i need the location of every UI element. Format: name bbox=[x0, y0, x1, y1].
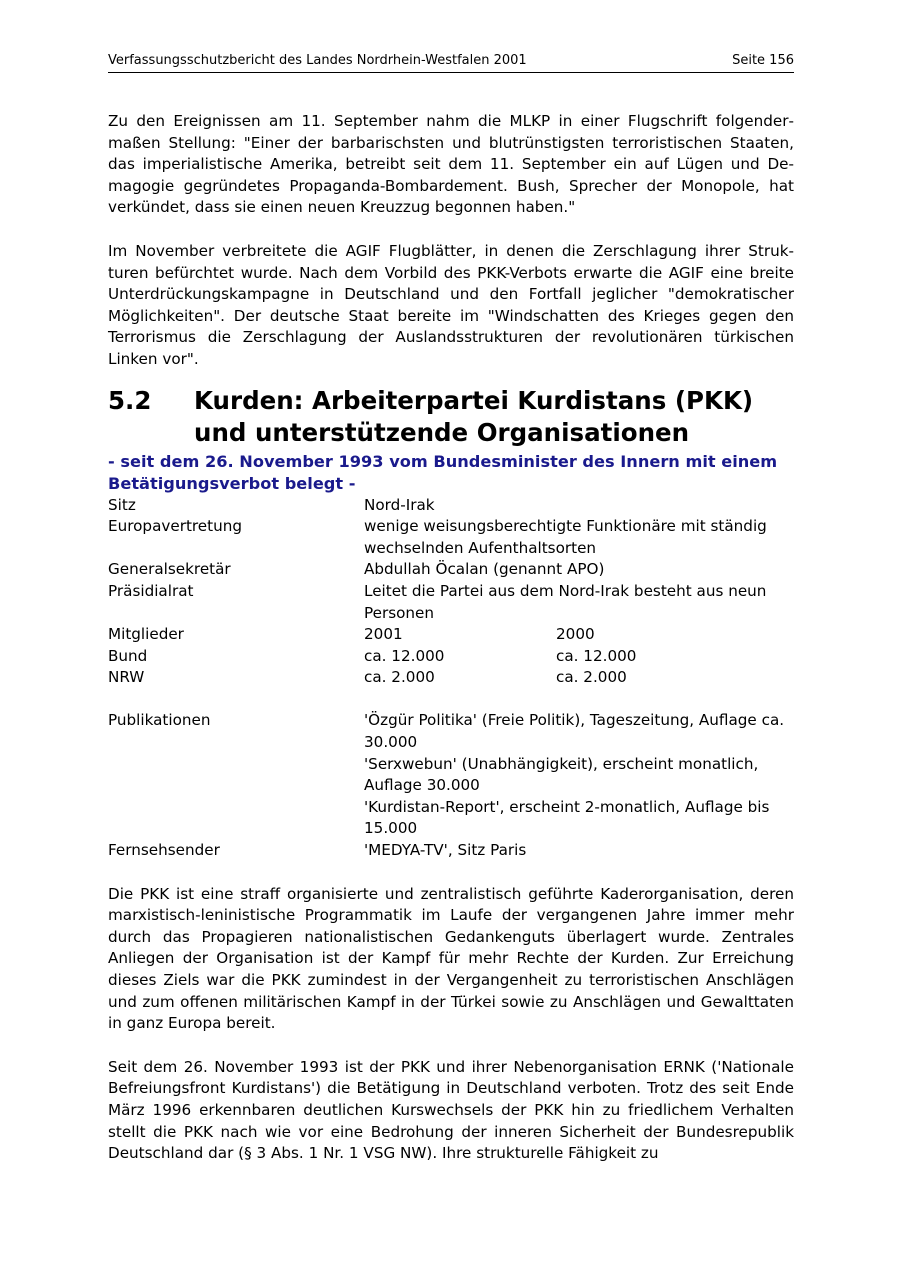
facts-label: Mitglieder bbox=[108, 625, 184, 644]
publication-item: 'Kurdistan-Report', erscheint 2-monatlich, Auflage bis 15.000 bbox=[364, 797, 770, 838]
facts-row-praesidialrat bbox=[108, 581, 794, 624]
facts-spacer bbox=[108, 689, 794, 711]
facts-row-publikationen bbox=[108, 710, 794, 840]
facts-label: Generalsekretär bbox=[108, 560, 231, 579]
section-number: 5.2 bbox=[108, 385, 152, 415]
facts-label: Europavertretung bbox=[108, 517, 243, 536]
facts-value: Abdullah Öcalan (genannt APO) bbox=[364, 560, 605, 579]
facts-row-sitz bbox=[108, 495, 794, 517]
section-title: Kurden: Arbeiterpartei Kurdistans (PKK) und unterstützende Organisationen bbox=[194, 385, 754, 447]
header-title: Verfassungsschutzbericht des Landes Nordrhein-Westfalen 2001 bbox=[108, 53, 527, 68]
bund-2001: ca. 12.000 bbox=[364, 646, 445, 665]
facts-label: Präsidialrat bbox=[108, 581, 194, 600]
facts-value: wenige weisungsberechtigte Funktionäre mit ständig wechselnden Aufenthaltsorten bbox=[364, 517, 767, 557]
facts-label: Bund bbox=[108, 646, 148, 665]
facts-label: Sitz bbox=[108, 495, 136, 514]
paragraph-pkk-organisation: Die PKK ist eine straff organisierte und zentralistisch geführte Kaderorganisation, deren marxistisch-leninistische Programmatik im Laufe der vergangenen Jahre immer mehr durch das Propagieren nationalistischen Gedankenguts überlagert wurde. Zentrales Anliegen der Organisation ist der Kampf für mehr Rechte der Kurden. Zur Erreichung dieses Ziels war die PKK zumindest in der Vergangenheit zu terroristischen Anschlägen und zum offenen militärischen Kampf in der Türkei sowie zu Anschlägen und Gewalttaten in ganz Europa bereit. bbox=[108, 884, 794, 1033]
facts-row-fernsehsender bbox=[108, 840, 794, 862]
nrw-2001: ca. 2.000 bbox=[364, 668, 435, 687]
document-page bbox=[108, 52, 794, 1165]
bund-2000: ca. 12.000 bbox=[556, 646, 637, 665]
facts-value: Leitet die Partei aus dem Nord-Irak besteht aus neun Personen bbox=[364, 581, 767, 622]
facts-row-europavertretung bbox=[108, 516, 794, 559]
nrw-2000: ca. 2.000 bbox=[556, 668, 627, 687]
publication-list bbox=[364, 710, 794, 840]
facts-table bbox=[108, 495, 794, 862]
facts-row-mitglieder bbox=[108, 624, 794, 646]
page-number: Seite 156 bbox=[732, 53, 794, 68]
section-subtitle: - seit dem 26. November 1993 vom Bundesminister des Innern mit einem Betätigungsverbot belegt - bbox=[108, 451, 778, 493]
facts-row-nrw bbox=[108, 667, 794, 689]
publication-item: 'Özgür Politika' (Freie Politik), Tageszeitung, Auflage ca. 30.000 bbox=[364, 711, 785, 752]
facts-row-generalsekretaer bbox=[108, 559, 794, 581]
section-heading bbox=[108, 385, 794, 449]
facts-label: Fernsehsender bbox=[108, 841, 220, 860]
facts-value: 'MEDYA-TV', Sitz Paris bbox=[364, 841, 527, 860]
facts-value: Nord-Irak bbox=[364, 495, 435, 514]
paragraph-agif: Im November verbreitete die AGIF Flugblätter, in denen die Zerschlagung ihrer Strukturen befürchtet wurde. Nach dem Vorbild des PKK-Verbots erwarte die AGIF eine breite Unterdrückungskampagne in Deutschland und den Fortfall jeglicher "demokratischer Möglichkeiten". Der deutsche Staat bereite im "Windschatten des Krieges gegen den Terrorismus die Zerschlagung der Auslandsstrukturen der revolutionären türkischen Linken vor". bbox=[108, 241, 794, 368]
publication-item: 'Serxwebun' (Unabhängigkeit), erscheint monatlich, Auflage 30.000 bbox=[364, 754, 759, 795]
page-header bbox=[108, 52, 794, 73]
facts-row-bund bbox=[108, 646, 794, 668]
paragraph-pkk-verbot: Seit dem 26. November 1993 ist der PKK und ihrer Nebenorganisation ERNK ('Nationale Befreiungsfront Kurdistans') die Betätigung in Deutschland verboten. Trotz des seit Ende März 1996 erkennbaren deutlichen Kurswechsels der PKK hin zu friedlichem Verhalten stellt die PKK nach wie vor eine Bedrohung der inneren Sicherheit der Bundesrepublik Deutschland dar (§ 3 Abs. 1 Nr. 1 VSG NW). Ihre strukturelle Fähigkeit zu bbox=[108, 1057, 794, 1163]
facts-label: Publikationen bbox=[108, 711, 211, 730]
year-2001: 2001 bbox=[364, 625, 403, 644]
facts-label: NRW bbox=[108, 668, 145, 687]
year-2000: 2000 bbox=[556, 625, 595, 644]
paragraph-mlkp: Zu den Ereignissen am 11. September nahm die MLKP in einer Flugschrift folgendermaßen Stellung: "Einer der barbarischsten und blutrünstigsten terroristischen Staaten, das imperialistische Amerika, betreibt seit dem 11. September ein auf Lügen und Demagogie gegründetes Propaganda-Bombardement. Bush, Sprecher der Monopole, hat verkündet, dass sie einen neuen Kreuzzug begonnen haben." bbox=[108, 112, 794, 217]
